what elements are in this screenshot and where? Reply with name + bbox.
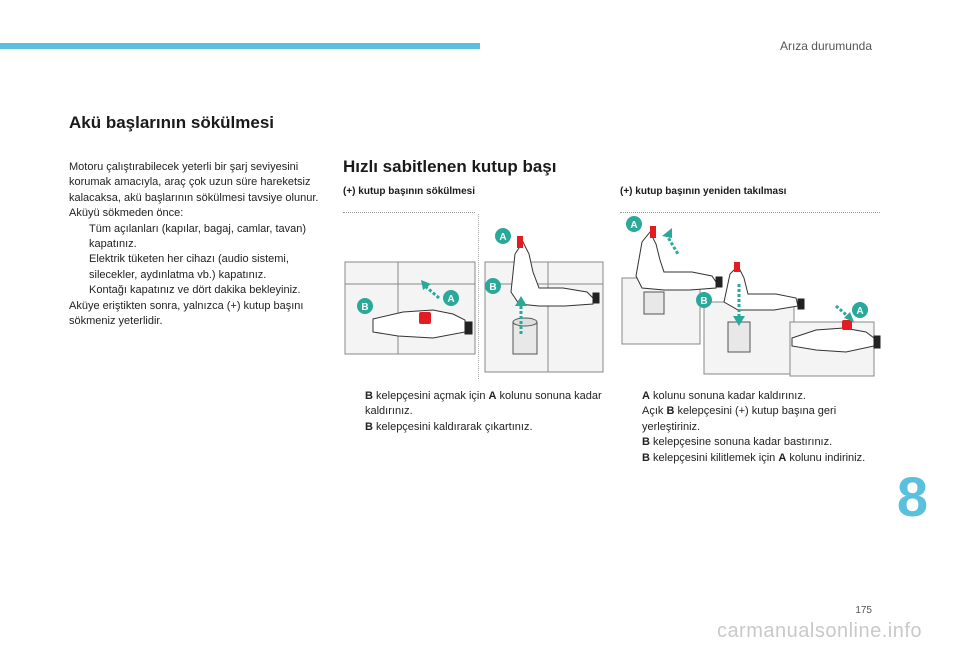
svg-text:A: A bbox=[447, 294, 455, 305]
bullet-icon bbox=[343, 389, 365, 420]
svg-text:A: A bbox=[499, 232, 507, 243]
callout-b bbox=[357, 298, 373, 314]
bullet-icon bbox=[69, 222, 89, 253]
quick-terminal-title: Hızlı sabitlenen kutup başı bbox=[343, 157, 557, 176]
intro-paragraph: Motoru çalıştırabilecek yeterli bir şarj seviyesini korumak amacıyla, araç çok uzun süre hareketsiz kalacaksa, akü başlarının sökülmesi tavsiye olunur. bbox=[69, 161, 319, 204]
callout-a bbox=[495, 228, 511, 244]
positive-terminal-marker bbox=[650, 226, 656, 238]
callout-a bbox=[626, 216, 642, 232]
chapter-number: 8 bbox=[896, 465, 929, 528]
refit-illustration bbox=[620, 214, 882, 382]
bullet-icon bbox=[69, 283, 89, 298]
list-item: Açık B kelepçesini (+) kutup başına geri yerleştiriniz. bbox=[620, 404, 870, 435]
bullet-icon bbox=[620, 435, 642, 450]
list-item: A kolunu sonuna kadar kaldırınız. bbox=[620, 389, 870, 404]
list-item: B kelepçesini kaldırarak çıkartınız. bbox=[343, 420, 608, 435]
watermark: carmanualsonline.info bbox=[716, 620, 922, 642]
list-item: Tüm açılanları (kapılar, bagaj, camlar, tavan) kapatınız. bbox=[69, 222, 331, 253]
list-item: B kelepçesine sonuna kadar bastırınız. bbox=[620, 435, 870, 450]
before-label: Aküyü sökmeden önce: bbox=[69, 207, 184, 220]
positive-terminal-marker bbox=[842, 320, 852, 330]
removal-instructions bbox=[343, 389, 608, 435]
intro-column bbox=[69, 160, 331, 329]
page-number: 175 bbox=[855, 605, 872, 616]
positive-terminal-marker bbox=[517, 236, 523, 248]
svg-text:B: B bbox=[700, 296, 708, 307]
callout-a bbox=[443, 290, 459, 306]
positive-terminal-marker bbox=[419, 312, 431, 324]
bullet-icon bbox=[620, 451, 642, 466]
refit-caption: (+) kutup başının yeniden takılması bbox=[620, 186, 787, 197]
callout-b bbox=[485, 278, 501, 294]
list-item: B kelepçesini kilitlemek için A kolunu indiriniz. bbox=[620, 451, 870, 466]
callout-a bbox=[852, 302, 868, 318]
removal-caption: (+) kutup başının sökülmesi bbox=[343, 186, 475, 197]
svg-text:B: B bbox=[489, 282, 497, 293]
removal-illustration bbox=[343, 214, 608, 382]
refit-instructions bbox=[620, 389, 870, 466]
chapter-header-title: Arıza durumunda bbox=[779, 39, 872, 53]
arrow-icon bbox=[662, 228, 672, 238]
list-item: Elektrik tüketen her cihazı (audio sistemi, silecekler, aydınlatma vb.) kapatınız. bbox=[69, 252, 331, 283]
header-accent-bar bbox=[0, 43, 480, 49]
list-item: Kontağı kapatınız ve dört dakika bekleyiniz. bbox=[69, 283, 331, 298]
svg-text:A: A bbox=[630, 220, 638, 231]
bullet-icon bbox=[620, 404, 642, 435]
svg-text:B: B bbox=[361, 302, 369, 313]
bullet-icon bbox=[343, 420, 365, 435]
positive-terminal-marker bbox=[734, 262, 740, 272]
closing-paragraph: Aküye eriştikten sonra, yalnızca (+) kutup başını sökmeniz yeterlidir. bbox=[69, 299, 304, 328]
divider bbox=[620, 212, 880, 213]
divider bbox=[343, 212, 475, 213]
list-item: B kelepçesini açmak için A kolunu sonuna kadar kaldırınız. bbox=[343, 389, 608, 420]
bullet-icon bbox=[620, 389, 642, 404]
section-title: Akü başlarının sökülmesi bbox=[69, 113, 275, 132]
bullet-icon bbox=[69, 252, 89, 283]
callout-b bbox=[696, 292, 712, 308]
svg-text:A: A bbox=[856, 306, 864, 317]
